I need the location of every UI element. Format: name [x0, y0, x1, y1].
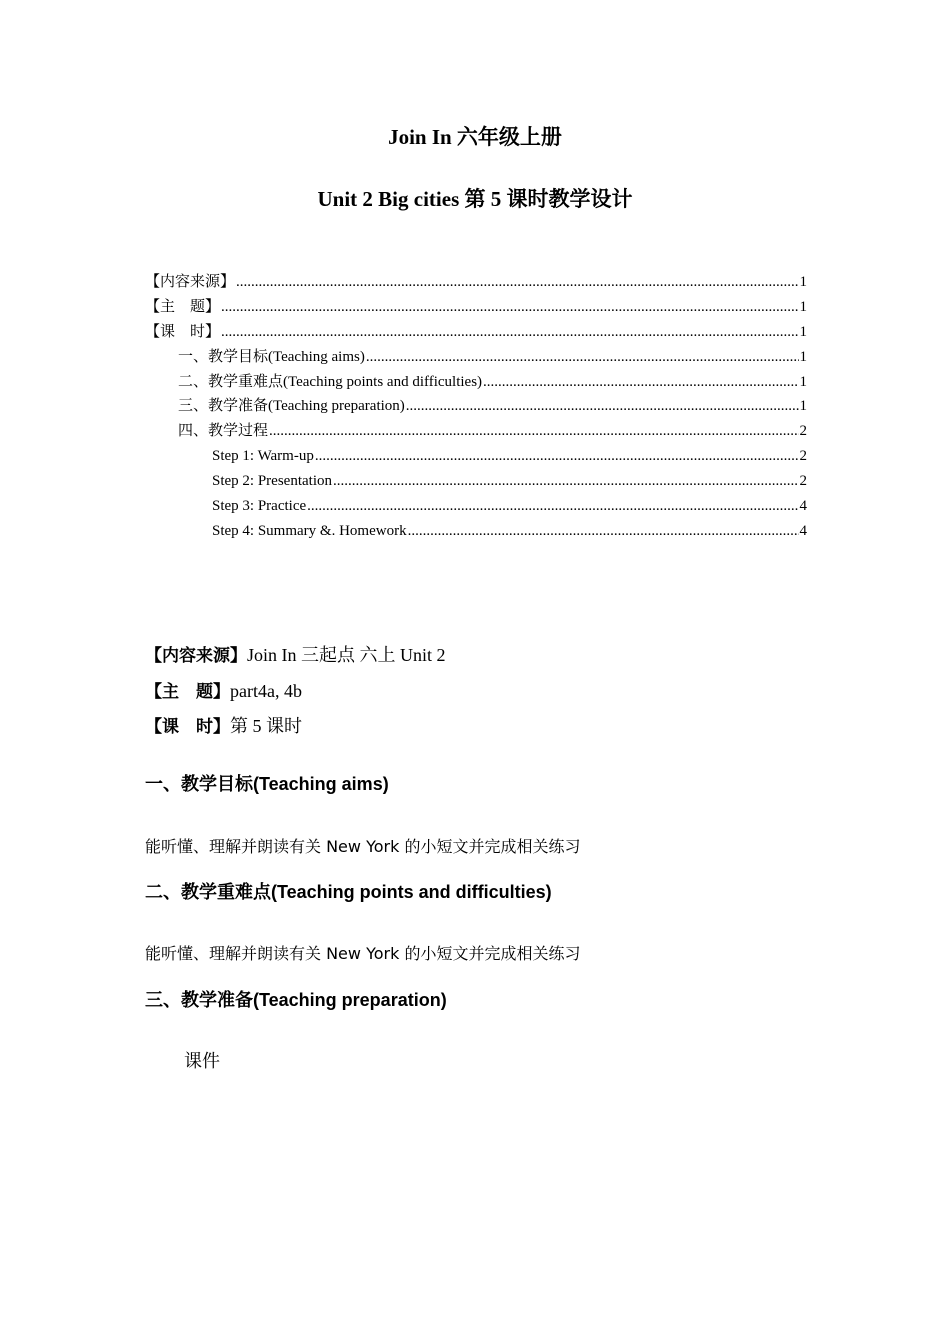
toc-entry[interactable]	[145, 270, 807, 295]
teaching-aims-text: 能听懂、理解并朗读有关 New York 的小短文并完成相关练习	[145, 837, 581, 856]
table-of-contents	[145, 270, 807, 544]
toc-entry-page: 2	[799, 423, 807, 440]
toc-entry-page: 1	[799, 348, 807, 365]
toc-entry-label: Step 2: Presentation	[212, 473, 332, 490]
toc-leader-dots	[221, 295, 798, 320]
toc-entry[interactable]	[145, 320, 807, 345]
toc-leader-dots	[221, 320, 798, 345]
toc-leader-dots	[315, 444, 799, 469]
toc-leader-dots	[333, 469, 799, 494]
toc-entry[interactable]	[145, 419, 807, 444]
toc-leader-dots	[236, 270, 798, 295]
toc-leader-dots	[406, 394, 799, 419]
toc-entry-label: Step 4: Summary &. Homework	[212, 522, 407, 539]
toc-leader-dots	[366, 345, 799, 370]
toc-entry[interactable]	[145, 444, 807, 469]
toc-entry-page: 1	[799, 274, 807, 290]
toc-entry[interactable]	[145, 494, 807, 519]
teaching-points-heading: 二、教学重难点(Teaching points and difficulties)	[145, 882, 552, 902]
toc-entry-page: 2	[799, 473, 807, 490]
toc-entry-label: 【课 时】	[145, 323, 221, 340]
content-source-key: 【内容来源】	[145, 646, 247, 666]
toc-entry[interactable]	[145, 469, 807, 494]
toc-entry[interactable]	[145, 370, 807, 395]
toc-entry[interactable]	[145, 394, 807, 419]
content-source-line	[145, 641, 446, 667]
topic-line	[145, 677, 302, 702]
toc-leader-dots	[269, 419, 798, 444]
toc-entry-page: 4	[799, 522, 807, 539]
document-title: Join In 六年级上册	[388, 125, 562, 149]
toc-entry-page: 1	[799, 298, 807, 315]
period-key: 【课 时】	[145, 717, 230, 737]
content-source-value: Join In 三起点 六上 Unit 2	[247, 645, 446, 665]
teaching-aims-heading: 一、教学目标(Teaching aims)	[145, 774, 389, 794]
toc-entry-page: 1	[799, 323, 807, 340]
toc-entry-label: 【主 题】	[145, 298, 221, 315]
toc-entry-label: 二、教学重难点(Teaching points and difficulties)	[178, 373, 483, 390]
toc-entry-page: 1	[799, 373, 807, 390]
period-line	[145, 712, 302, 738]
toc-entry-label: 三、教学准备(Teaching preparation)	[178, 398, 405, 415]
toc-leader-dots	[483, 370, 798, 395]
toc-entry-page: 1	[799, 398, 807, 415]
teaching-preparation-text: 课件	[184, 1051, 220, 1072]
toc-entry-label: Step 1: Warm-up	[212, 448, 314, 465]
toc-entry-page: 4	[799, 498, 807, 515]
document-subtitle: Unit 2 Big cities 第 5 课时教学设计	[317, 187, 633, 211]
teaching-points-text: 能听懂、理解并朗读有关 New York 的小短文并完成相关练习	[145, 944, 581, 963]
period-value: 第 5 课时	[230, 716, 302, 736]
toc-entry-label: 【内容来源】	[145, 274, 236, 290]
toc-entry-label: 一、教学目标(Teaching aims)	[178, 348, 365, 365]
toc-entry[interactable]	[145, 345, 807, 370]
toc-entry[interactable]	[145, 295, 807, 320]
teaching-preparation-heading: 三、教学准备(Teaching preparation)	[145, 990, 447, 1010]
toc-entry-page: 2	[799, 448, 807, 465]
toc-leader-dots	[408, 519, 799, 544]
topic-value: part4a, 4b	[230, 681, 302, 701]
toc-leader-dots	[307, 494, 798, 519]
toc-entry-label: 四、教学过程	[178, 423, 269, 440]
toc-entry-label: Step 3: Practice	[212, 498, 307, 515]
topic-key: 【主 题】	[145, 682, 230, 702]
toc-entry[interactable]	[145, 519, 807, 544]
